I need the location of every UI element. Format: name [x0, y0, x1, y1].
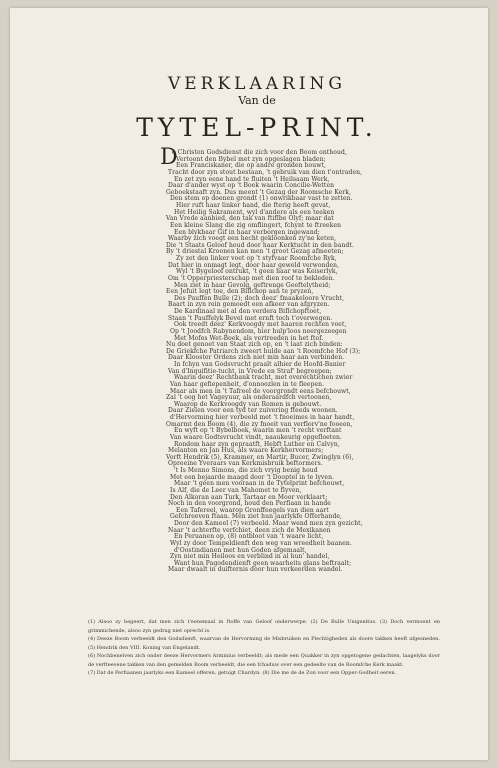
paper-sheet — [10, 8, 488, 760]
poem-line: Baart in zyn rein gemoedt een afkeer van afgryzen. — [168, 301, 330, 309]
poem-line: e Christen Godsdienst die zich voor den Boom onthoud, — [172, 149, 347, 156]
poem-line: Tracht door zyn stout bestaan, 't gebruik van dien t'ontraden, — [168, 168, 363, 176]
poem-line: Daar d'ander wyst op 't Boek waarin Concilie-Wetten — [168, 182, 335, 190]
poem-line: Die 't Staats Geloof houd door haar Kerktucht in den bandt. — [166, 241, 354, 249]
poem-line: Geboekstaaft zyn. Dus meent 't Gezag der Roomsche Kerk, — [166, 188, 351, 196]
poem-line: Maar als men in 't Tafreel de voorgrondt eens befchouwt, — [170, 387, 351, 395]
poem-line: De Griekfche Patriarch zweert hulde aan 't Roomfche Hof (3); — [166, 347, 361, 355]
poem-line: Ook treedt deez' Kerkvoogdy met haaren rechten voet, — [174, 321, 347, 329]
poem-line: Maar 't geen men vooraan in de Tytelprint befchouwt, — [174, 480, 345, 488]
poem-line: En zet zyn eene hand te fluiten 't Heilsaam Werk, — [174, 175, 330, 183]
poem-body — [130, 150, 420, 574]
poem-line: Men ziet in haar Gevolg, geftrenge Geeftelytheid; — [174, 281, 331, 289]
poem-line: Door den Kameel (7) verbeeld. Maar wend men zyn gezicht, — [174, 520, 363, 527]
poem-line: Zyn niet min Heiloos en verblind in al hun' handel, — [170, 553, 330, 561]
poem-line: Nu doet genoet van Staat zich op, en 't laat zich binden: — [166, 341, 343, 349]
poem-line: Met een bejaarde maagd door 't Dooptel in te lyven. — [170, 473, 335, 481]
poem-line: Een Tafereel, waarop Gronffeegels van dien aart — [176, 506, 329, 514]
poem-line: Waarby zich voegt een hecht gekloonken zy'ne keten, — [168, 235, 337, 243]
poem-line: Want hun Pagodendienft geen waarheits glans beftraalt; — [174, 559, 352, 567]
poem-line: In fchyn van Godsvrucht praalt alhier de Hoofd-Banier — [174, 361, 346, 368]
poem-line: Wyl 't Bygeloof ontrukt, 't geen haar was Keiserlyk, — [176, 268, 338, 276]
poem-line: Een kleine Slang die zig omflingert, fchynt te ftreeken — [170, 221, 342, 229]
poem-line: Den stem op doenen grondt (1) onwrikbaar vast te zetten. — [170, 195, 353, 203]
poem-line: Waarin deez' Rechtbank tracht, met overechtichen zwier — [174, 374, 353, 382]
poem-line: En Peruanen op, (8) ontbloot van 't waare licht, — [174, 533, 324, 541]
poem-line: Hier ruft haar linker hand, die fterig heeft gevat, — [176, 202, 331, 209]
poem-line: Daar Klooster Ordens zich niet min haar aan verbinden. — [168, 354, 345, 362]
poem-line: Waarop de Kerkvoogdy van Romen is gebouwt. — [174, 400, 322, 408]
poem-line: Maar dwaalt in duifternis door hun verkeerden wandel. — [168, 566, 343, 574]
poem-line: Wyl zy door Tempeldienft den weg van wreedheit baanen. — [170, 539, 352, 547]
footnote: (1) Alsoo zy begeert, dat men zich t'eenemaal in ftoffe van Geloof onderwerpe. (2) De Bulle Unigenitus. (3) Doch vermoent en grimmichende, alsoo zyn gedrag niet oprecht is. — [88, 619, 440, 634]
poem-line: Omarmt den Boom (4), die zy fnoeit van verflorv'ne fooeen, — [166, 420, 353, 428]
footnote: (4) Deeze Boom verbeeldt den Godsdienft, waarvan de Hervorming de Misbruiken en Plechtigheden als doore takken heeft afgesneden. (5) Hendrik den VIII. Koning van Engelandt. — [88, 636, 440, 651]
poem-line: Melanton en Jan Hus, als waare Kerkhervormers; — [168, 447, 324, 455]
poem-line: Een blykbaar Gif in haar verborgen ingewand; — [174, 228, 320, 236]
poem-line: Op 't Joodfch Rabynendom, hier hulp'loos neergezeegen — [170, 327, 347, 335]
poem-line: Van Vrede aanbied, den tak van ftiflbe Olyf; maar dat — [166, 215, 334, 223]
poem-line: 't Is Menno Simons, die zich vryig benig houd — [174, 467, 318, 474]
poem-line: Opreeine Yveraars van Kerkmisbruik beftormers. — [168, 460, 323, 468]
title-tytel-print: TYTEL-PRINT. — [136, 113, 378, 142]
footnote: (6) Nochbenelven zich onder deeze Hervormers Arminius verbeeldt; als mede een Quakker in zyn opgetogene gedachten, laagelyks door de verfteevene takken van den gemelden Boom verbeeldt, die een fchaduw over een gedeelte van de Roomfche Kerk maakt. — [88, 653, 440, 668]
title-van-de: Van de — [238, 94, 276, 107]
poem-line: Dat hier in onmagt legt, door haar geweld verwonden, — [168, 261, 340, 269]
poem-line: d'Hervorming hier verbeeld met 't fnoeimes in haar handt, — [170, 414, 355, 421]
poem-line: Daar Zielen voor een tyd ter zuivering fteeds woonen. — [168, 407, 338, 415]
poem-line: Een Jefuit legt toe, den Biflchop aan te pryzen, — [166, 288, 314, 296]
poem-line: Een Franciskaner, die op andre gronden bouwt, — [176, 162, 326, 170]
poem-line: Zy zet den linker voet op 't styfvaar Roomfche Ryk, — [176, 255, 337, 262]
poem-line: By 't driestal Kroonen kan men 't groot Gezag afmeeten; — [166, 248, 344, 256]
poem-line: Staan 't Pauffelyk Bevel met ernft toch t'overwegen. — [168, 314, 333, 322]
poem-line: Den Alkoran aan Turk, Tartaar en Moor verklaart; — [170, 493, 328, 501]
footnotes — [88, 618, 440, 678]
poem-line: Van d'Inquifitie-tucht, in Vrede en Straf' begreepen; — [168, 367, 332, 375]
poem-line: Met Mofes Wet-Boek, als vertreeden in het ftof. — [174, 334, 324, 342]
poem-line: d'Oostindianen met hun Goden afgemaalt, — [174, 546, 307, 554]
poem-line: De Kardinaal met al den verdera Biflchopftoet, — [174, 308, 322, 315]
poem-line: Des Pauffen Bulle (2); doch deez' fmaakeloore Vrucht, — [174, 294, 345, 302]
poem-line: Van waare Godtsvrucht vindt, naaukeurig opgefloeten. — [170, 433, 342, 441]
poem-line: En wyft op 't Bybelboek, waarin men 't recht verftant — [174, 427, 342, 435]
poem-line: Naar 't achterfte verfchiet, deen zich de Mexikanen — [168, 526, 331, 534]
poem-line: Noch in den voorgrond, houd den Perfiaan in hande — [168, 500, 331, 508]
poem-line: Zal 't oog het Vageyuur, als onderaardfch vertoonen, — [166, 394, 332, 402]
poem-line: Vertoont den Bybel met zyn opgeslagen bladen; — [176, 155, 326, 163]
title-verklaring: VERKLAARING — [168, 74, 346, 94]
poem-line: Rondom haar zyn gepraatft, Hebft Luther en Calvyn, — [174, 440, 340, 448]
poem-line: Van haar gefiepenheit, d'onnoozlen in te fleepen. — [170, 380, 325, 388]
footnote: (7) Dat de Perfiaanen jaarlyks een Kameel offeren, getuigt Chardyn. (8) Die me de de Zon voor een Opper-Godheit eeren. — [88, 670, 397, 676]
poem-line: Vorft Hendrik (5), Krammer, en Martir, Bucer, Zwinglyn (6), — [166, 453, 354, 461]
poem-line: Gefchreeven ftaan. Men ziet hun jaarlykfe Offerhande, — [170, 513, 343, 521]
poem-line: Om 't Opperpriesterschap met dien roof te bekleden. — [168, 274, 335, 282]
drop-cap: D — [160, 145, 178, 170]
poem-line: Is Alf, die de Leer van Mahomet te flyven, — [170, 486, 302, 494]
poem-line: Het Heilig Sakrament, wyl d'andere als een teeken — [174, 208, 335, 216]
